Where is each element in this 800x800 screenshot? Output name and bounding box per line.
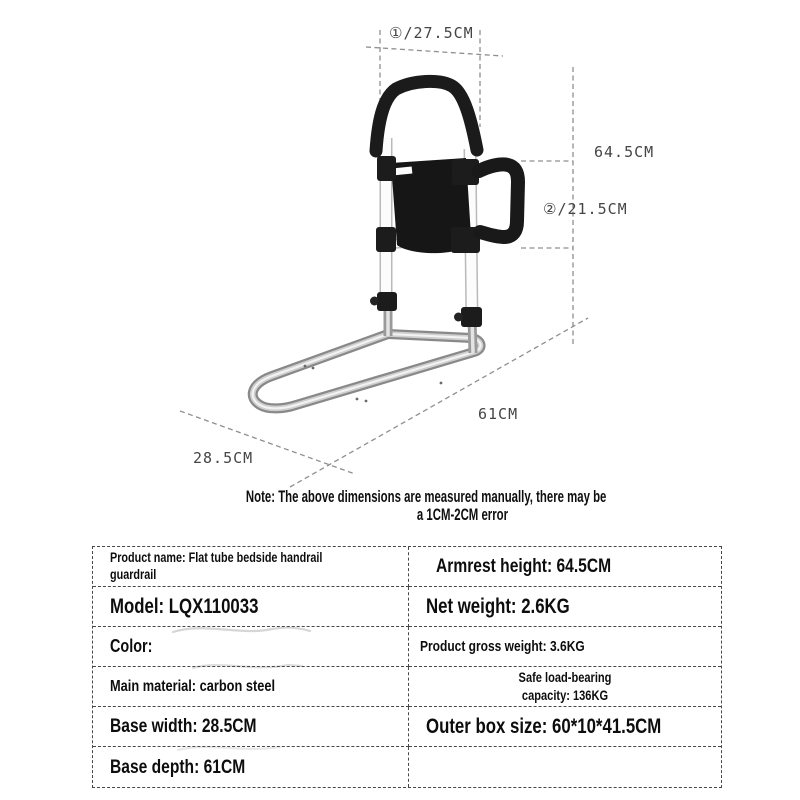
spec-gross-weight: Product gross weight: 3.6KG xyxy=(409,627,721,667)
spec-model: Model: LQX110033 xyxy=(93,587,409,627)
spec-armrest-height: Armrest height: 64.5CM xyxy=(409,547,721,587)
dim-label-armrest-height: 64.5CM xyxy=(594,143,655,161)
adjuster-knob-left xyxy=(370,297,379,306)
spec-base-width: Base width: 28.5CM xyxy=(93,707,409,747)
dim-label-top-width: ①/27.5CM xyxy=(389,24,474,42)
spec-net-weight: Net weight: 2.6KG xyxy=(409,587,721,627)
spec-empty-cell xyxy=(409,747,721,787)
spec-load-capacity: Safe load-bearing capacity: 136KG xyxy=(409,667,721,707)
note-line-1: Note: The above dimensions are measured manually, there may be xyxy=(245,488,607,506)
spec-table xyxy=(92,546,722,788)
telescoping-tube-sections xyxy=(388,303,473,353)
guide-top-diagonal xyxy=(366,47,503,56)
guide-base-depth-diagonal xyxy=(290,318,588,487)
adjuster-knob-right xyxy=(454,313,463,322)
measurement-note xyxy=(84,488,607,524)
spec-base-depth: Base depth: 61CM xyxy=(93,747,409,787)
note-line-2: a 1CM-2CM error xyxy=(416,506,508,524)
spec-product-name: Product name: Flat tube bedside handrail guardrail xyxy=(93,547,409,587)
dim-label-base-depth: 61CM xyxy=(478,405,519,423)
side-handle xyxy=(479,164,518,237)
spec-material: Main material: carbon steel xyxy=(93,667,409,707)
dim-label-base-width: 28.5CM xyxy=(193,449,254,467)
spec-color: Color: xyxy=(93,627,409,667)
base-frame xyxy=(253,334,481,408)
dim-label-handle-height: ②/21.5CM xyxy=(543,200,628,218)
spec-box-size: Outer box size: 60*10*41.5CM xyxy=(409,707,721,747)
